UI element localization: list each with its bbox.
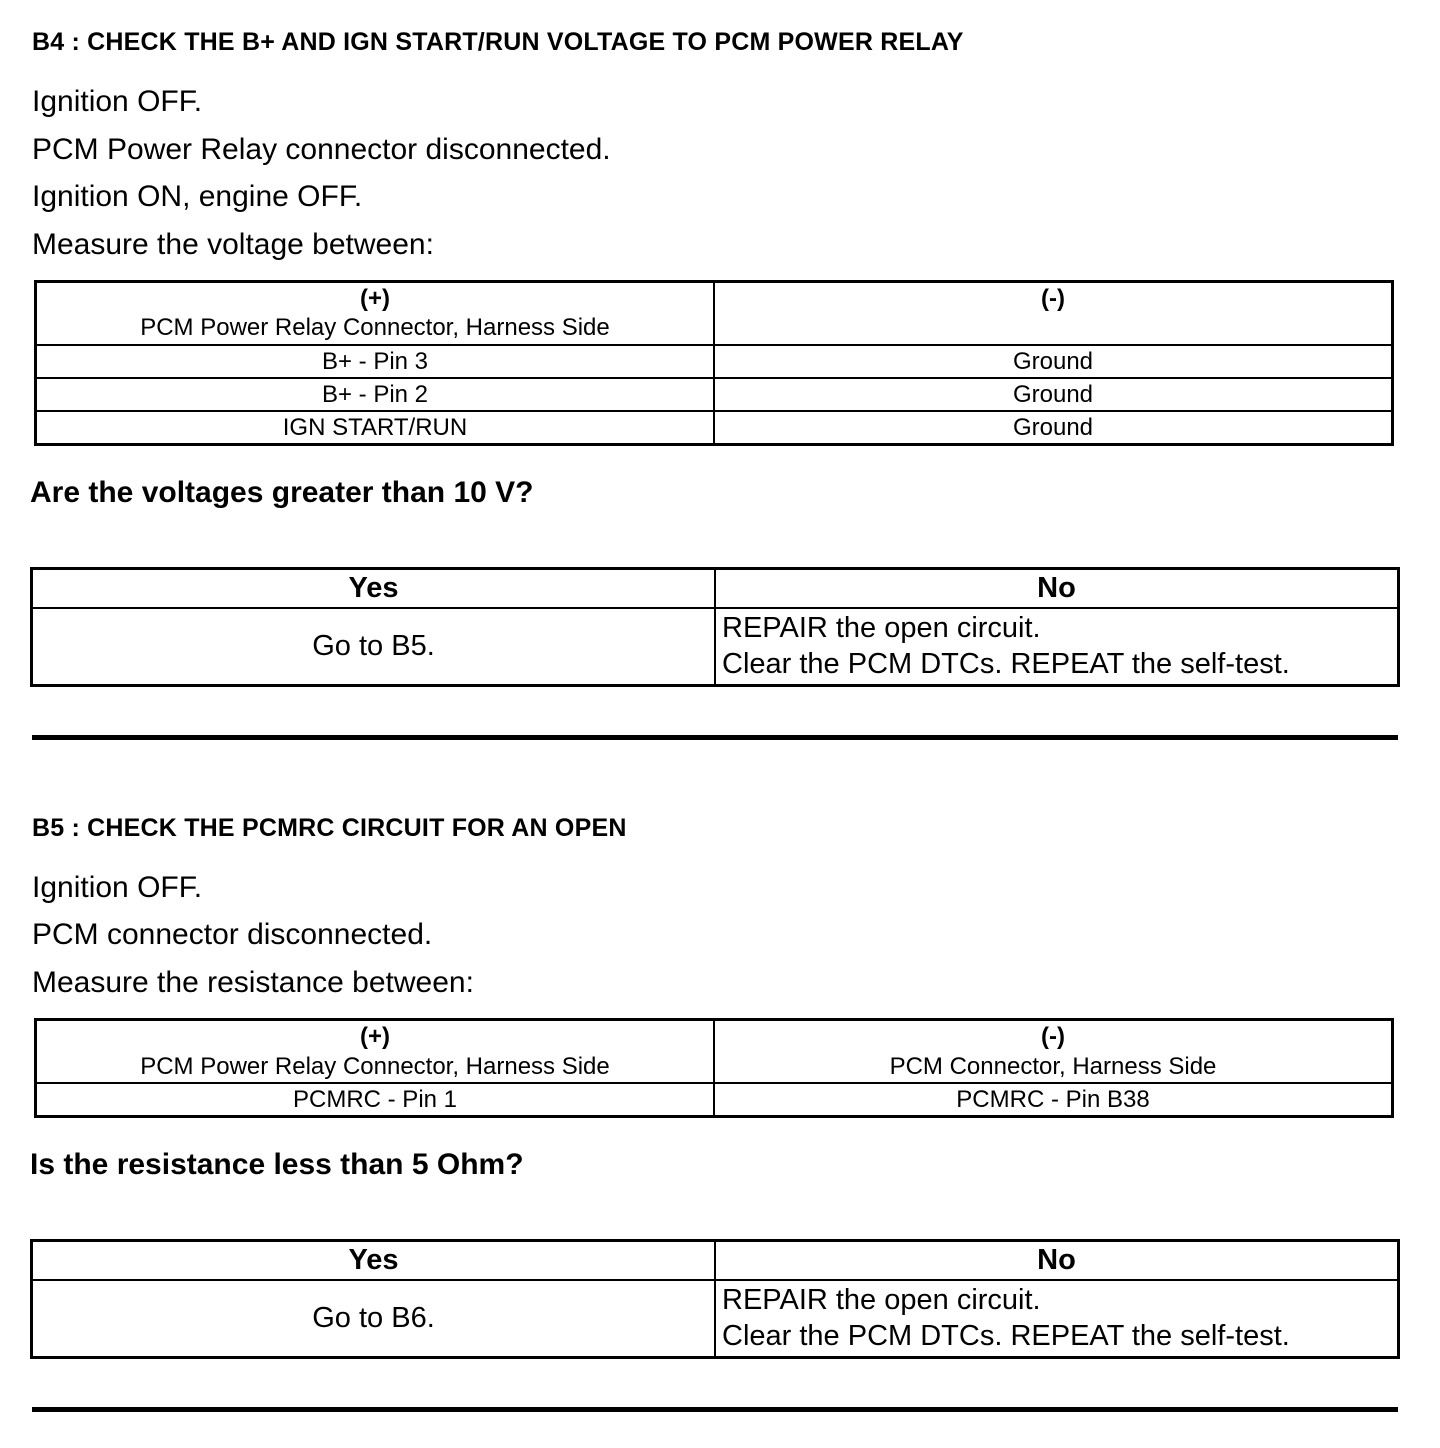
positive-lead-header-cell bbox=[36, 1020, 715, 1083]
measurement-table bbox=[34, 280, 1394, 446]
no-header-cell: No bbox=[715, 568, 1399, 608]
measurement-table-header-row bbox=[36, 282, 1393, 345]
step-text: Ignition OFF. bbox=[32, 85, 203, 118]
measurement-reference-cell: PCMRC - Pin B38 bbox=[714, 1083, 1393, 1117]
section-b5-title: B5 : CHECK THE PCMRC CIRCUIT FOR AN OPEN bbox=[32, 813, 627, 842]
yes-action-cell: Go to B6. bbox=[32, 1280, 716, 1357]
measurement-point-cell: IGN START/RUN bbox=[36, 411, 715, 445]
step-text: PCM Power Relay connector disconnected. bbox=[32, 132, 611, 166]
measure-instruction: Measure the voltage between: bbox=[32, 227, 434, 261]
decision-question: Are the voltages greater than 10 V? bbox=[30, 476, 534, 510]
measure-instruction: Measure the resistance between: bbox=[32, 965, 474, 999]
positive-lead-description: PCM Power Relay Connector, Harness Side bbox=[140, 314, 610, 342]
negative-lead-header-cell bbox=[714, 1020, 1393, 1083]
decision-table-body-row bbox=[32, 608, 1399, 685]
negative-symbol: (-) bbox=[1041, 285, 1065, 312]
positive-lead-description: PCM Power Relay Connector, Harness Side bbox=[140, 1052, 610, 1080]
positive-symbol: (+) bbox=[360, 285, 390, 312]
section-b5 bbox=[30, 814, 1400, 1412]
step-text: PCM connector disconnected. bbox=[32, 918, 433, 952]
measurement-row bbox=[36, 411, 1393, 445]
measurement-row bbox=[36, 1083, 1393, 1117]
measurement-table-header-row bbox=[36, 1020, 1393, 1083]
measurement-row bbox=[36, 345, 1393, 378]
no-action-cell bbox=[715, 1280, 1399, 1357]
yes-action-cell: Go to B5. bbox=[32, 608, 716, 685]
no-action-line: Clear the PCM DTCs. REPEAT the self-test. bbox=[722, 647, 1290, 680]
measurement-reference-cell: Ground bbox=[714, 345, 1393, 378]
measurement-point-cell: PCMRC - Pin 1 bbox=[36, 1083, 715, 1117]
decision-table-header-row bbox=[32, 568, 1399, 608]
measurement-reference-cell: Ground bbox=[714, 378, 1393, 411]
measurement-table bbox=[34, 1018, 1394, 1118]
decision-table bbox=[30, 1239, 1400, 1359]
no-action-line: REPAIR the open circuit. bbox=[722, 612, 1041, 645]
negative-lead-description: PCM Connector, Harness Side bbox=[889, 1052, 1217, 1080]
measurement-reference-cell: Ground bbox=[714, 411, 1393, 445]
section-b4 bbox=[30, 28, 1400, 740]
no-action-line: REPAIR the open circuit. bbox=[722, 1284, 1041, 1317]
step-text: Ignition OFF. bbox=[32, 870, 203, 904]
decision-table bbox=[30, 567, 1400, 687]
negative-symbol: (-) bbox=[1041, 1023, 1065, 1051]
no-header-cell: No bbox=[715, 1240, 1399, 1280]
section-b4-title: B4 : CHECK THE B+ AND IGN START/RUN VOLTAGE TO PCM POWER RELAY bbox=[32, 28, 964, 56]
yes-header-cell: Yes bbox=[32, 1240, 716, 1280]
decision-question: Is the resistance less than 5 Ohm? bbox=[30, 1148, 524, 1182]
positive-lead-header-cell bbox=[36, 282, 715, 345]
negative-lead-header-cell bbox=[714, 282, 1393, 345]
no-action-cell bbox=[715, 608, 1399, 685]
measurement-point-cell: B+ - Pin 3 bbox=[36, 345, 715, 378]
decision-table-body-row bbox=[32, 1280, 1399, 1357]
section-separator bbox=[32, 1407, 1398, 1412]
positive-symbol: (+) bbox=[360, 1023, 390, 1051]
measurement-row bbox=[36, 378, 1393, 411]
section-separator bbox=[32, 735, 1398, 740]
step-text: Ignition ON, engine OFF. bbox=[32, 180, 363, 213]
decision-table-header-row bbox=[32, 1240, 1399, 1280]
no-action-line: Clear the PCM DTCs. REPEAT the self-test. bbox=[722, 1319, 1290, 1352]
yes-header-cell: Yes bbox=[32, 568, 716, 608]
measurement-point-cell: B+ - Pin 2 bbox=[36, 378, 715, 411]
